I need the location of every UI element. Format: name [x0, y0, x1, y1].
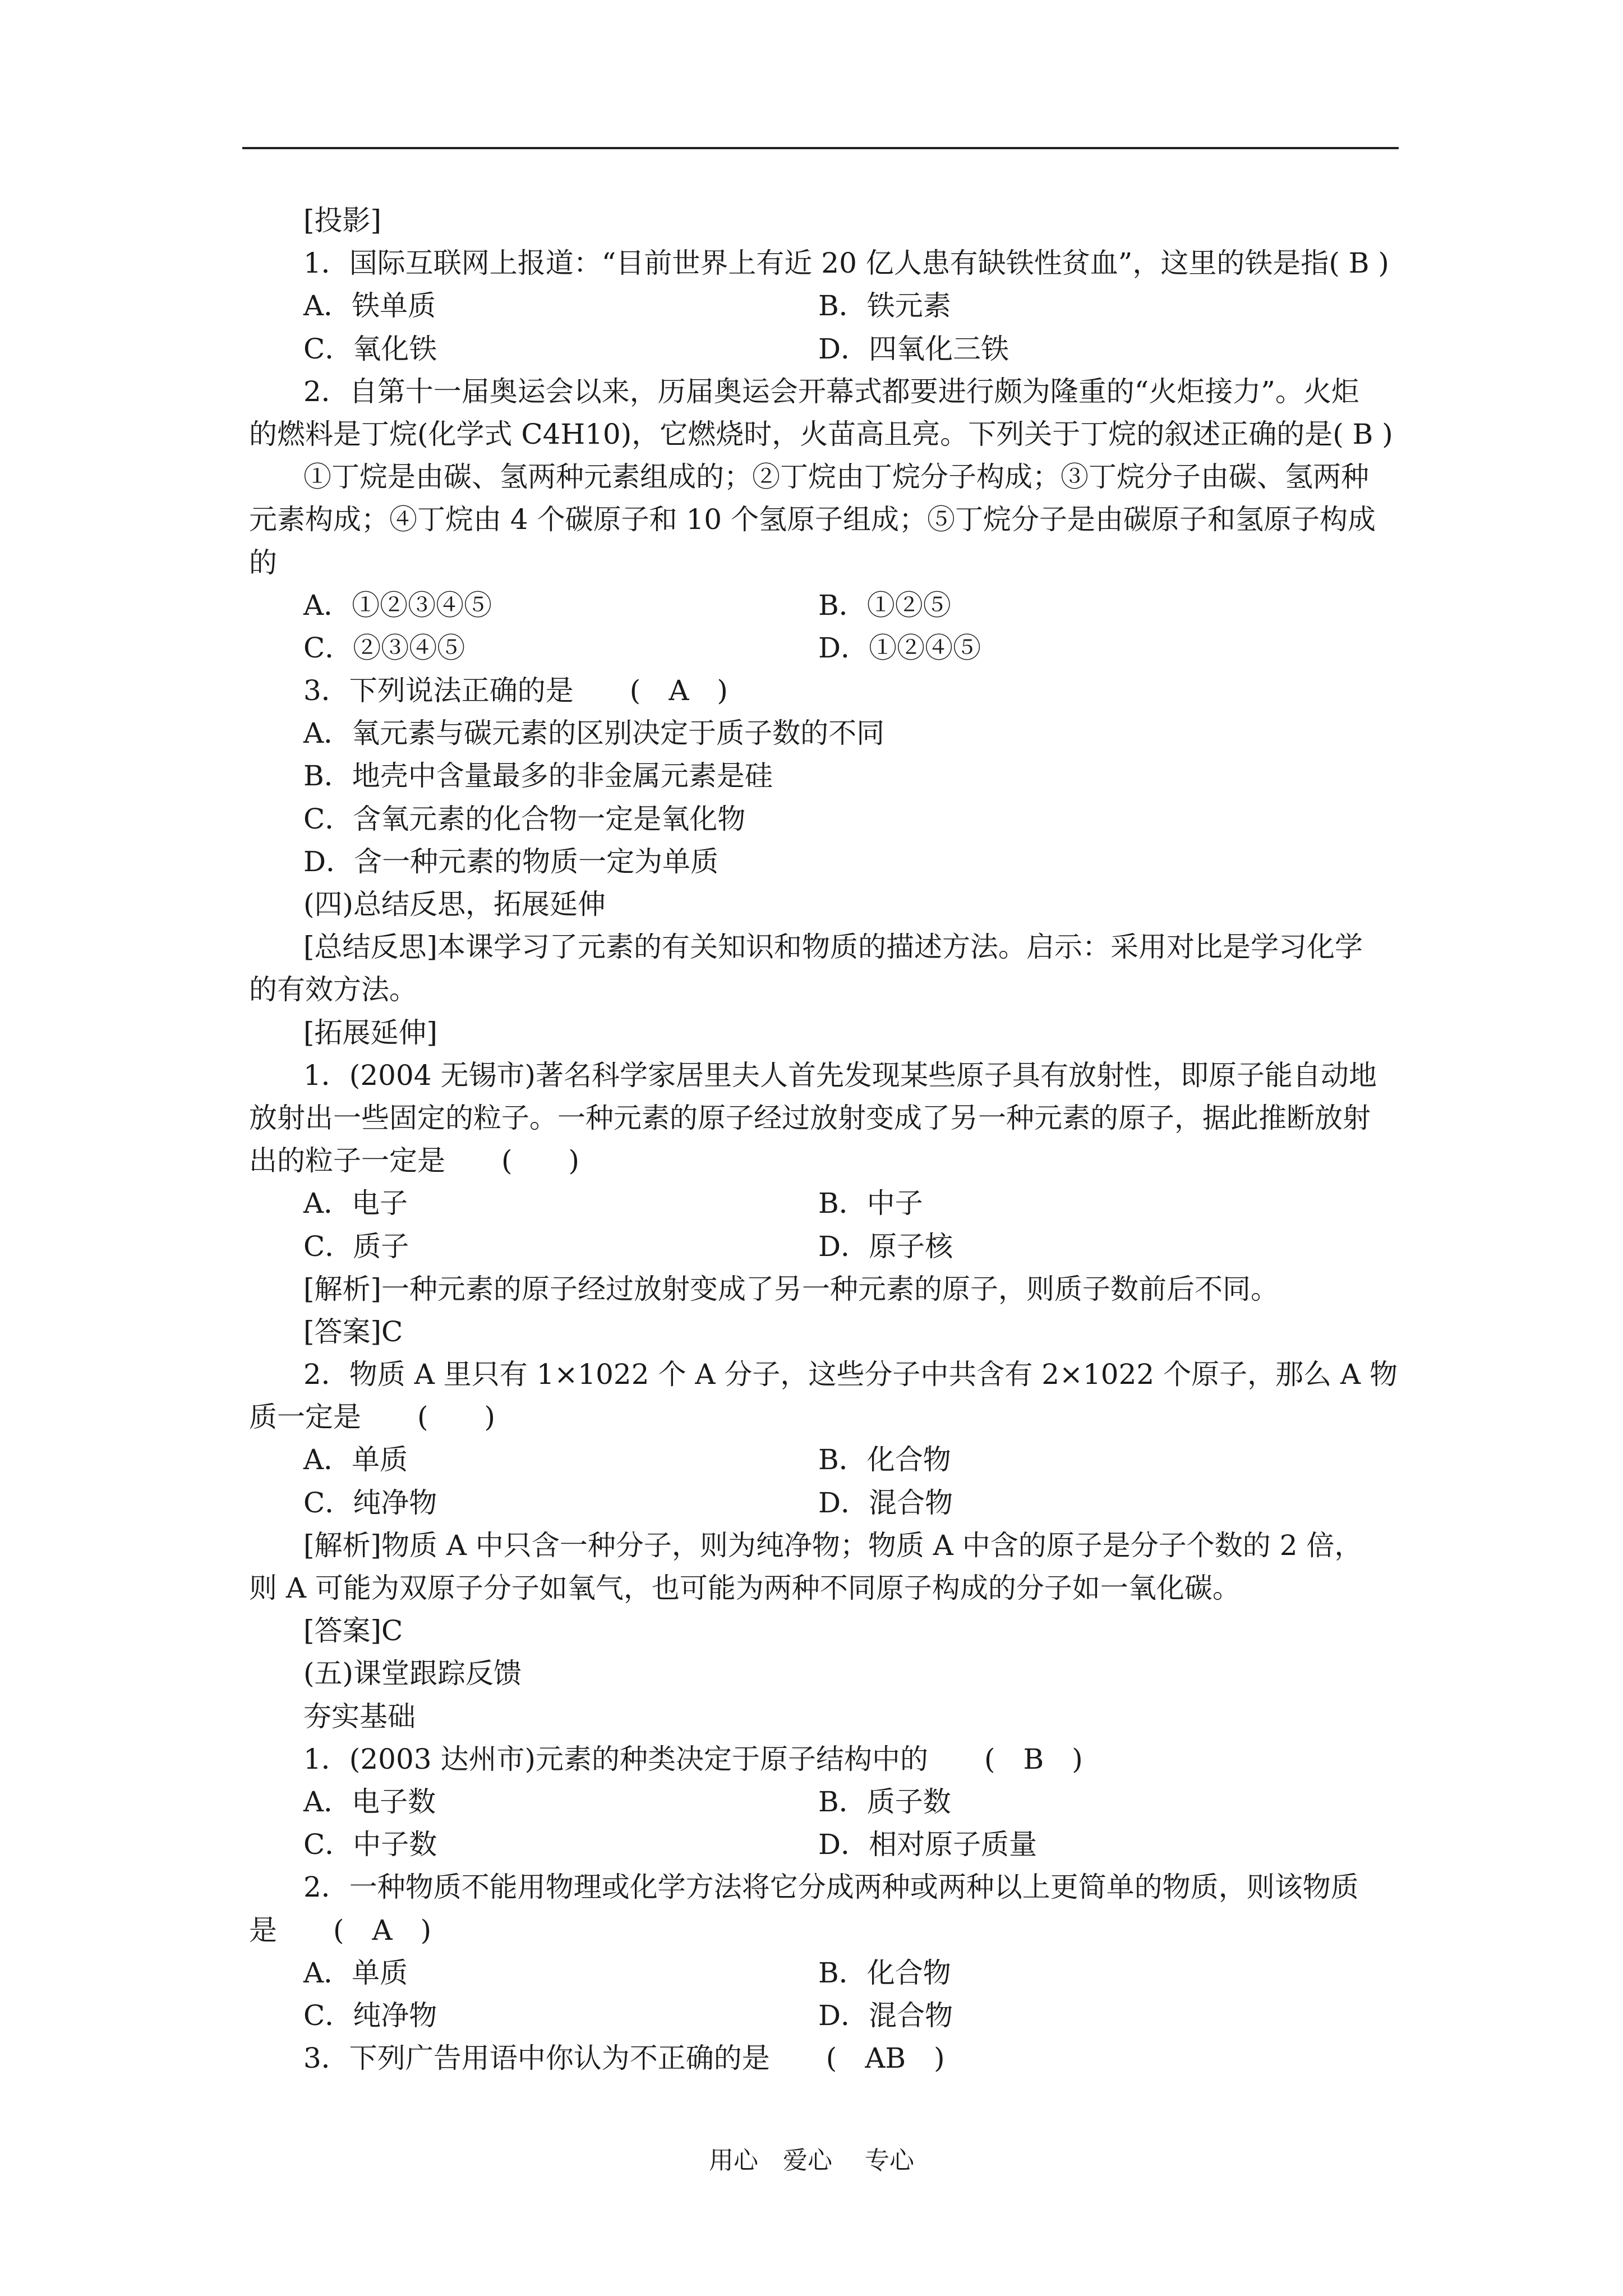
- option-right: D．四氧化三铁: [818, 332, 1009, 365]
- option-left: A．电子数: [303, 1785, 436, 1818]
- option-line: A．氧元素与碳元素的区别决定于质子数的不同: [303, 717, 885, 750]
- option-left: A．铁单质: [303, 289, 436, 323]
- text-line: 的: [249, 546, 277, 579]
- question-line: 1．国际互联网上报道：“目前世界上有近 20 亿人患有缺铁性贫血”，这里的铁是指( B ): [303, 247, 1389, 280]
- option-line: D．含一种元素的物质一定为单质: [303, 845, 719, 878]
- option-row: [249, 584, 1404, 627]
- section-heading: [拓展延伸]: [303, 1016, 438, 1049]
- option-left: C．②③④⑤: [303, 631, 465, 664]
- option-row: [249, 328, 1404, 370]
- text-line: 是 ( A ): [249, 1913, 432, 1947]
- option-row: [249, 1823, 1404, 1866]
- option-right: D．混合物: [818, 1999, 953, 2032]
- option-row: [249, 1182, 1404, 1225]
- option-left: C．纯净物: [303, 1999, 437, 2032]
- option-right: B．中子: [818, 1187, 923, 1220]
- option-right: D．相对原子质量: [818, 1828, 1038, 1861]
- option-row: [249, 1994, 1404, 2037]
- option-right: B．化合物: [818, 1956, 951, 1989]
- text-line: ①丁烷是由碳、氢两种元素组成的；②丁烷由丁烷分子构成；③丁烷分子由碳、氢两种: [303, 461, 1369, 494]
- text-line: [总结反思]本课学习了元素的有关知识和物质的描述方法。启示：采用对比是学习化学: [303, 931, 1363, 964]
- option-row: [249, 1225, 1404, 1268]
- option-right: D．①②④⑤: [818, 631, 981, 664]
- option-right: B．①②⑤: [818, 588, 951, 622]
- option-left: A．单质: [303, 1956, 408, 1989]
- option-left: C．中子数: [303, 1828, 437, 1861]
- question-line: 3．下列说法正确的是 ( A ): [303, 674, 728, 707]
- option-right: D．混合物: [818, 1486, 953, 1519]
- text-line: 则 A 可能为双原子分子如氧气，也可能为两种不同原子构成的分子如一氧化碳。: [249, 1572, 1241, 1604]
- text-line: 的有效方法。: [249, 973, 417, 1006]
- option-left: A．电子: [303, 1187, 408, 1220]
- option-left: A．单质: [303, 1443, 408, 1476]
- option-row: [249, 1952, 1404, 1994]
- analysis-line: [解析]物质 A 中只含一种分子，则为纯净物；物质 A 中含的原子是分子个数的 2 倍，: [303, 1529, 1363, 1562]
- option-right: D．原子核: [818, 1230, 953, 1263]
- option-row: [249, 1780, 1404, 1823]
- option-right: B．化合物: [818, 1443, 951, 1476]
- answer-line: [答案]C: [303, 1315, 403, 1348]
- text-line: 元素构成；④丁烷由 4 个碳原子和 10 个氢原子组成；⑤丁烷分子是由碳原子和氢原子构成: [249, 503, 1376, 536]
- question-line: 1．(2004 无锡市)著名科学家居里夫人首先发现某些原子具有放射性，即原子能自动地: [303, 1059, 1377, 1092]
- question-line: 1．(2003 达州市)元素的种类决定于原子结构中的 ( B ): [303, 1742, 1083, 1775]
- question-line: 2．一种物质不能用物理或化学方法将它分成两种或两种以上更简单的物质，则该物质: [303, 1871, 1359, 1904]
- option-row: [249, 627, 1404, 669]
- option-left: C．纯净物: [303, 1486, 437, 1519]
- option-left: A．①②③④⑤: [303, 588, 492, 622]
- question-line: 2．物质 A 里只有 1×1022 个 A 分子，这些分子中共含有 2×1022 个原子，那么 A 物: [303, 1358, 1398, 1391]
- text-line: 质一定是 ( ): [249, 1401, 496, 1434]
- analysis-line: [解析]一种元素的原子经过放射变成了另一种元素的原子，则质子数前后不同。: [303, 1272, 1279, 1305]
- text-line: 出的粒子一定是 ( ): [249, 1144, 580, 1177]
- question-line: 2．自第十一届奥运会以来，历届奥运会开幕式都要进行颇为隆重的“火炬接力”。火炬: [303, 375, 1359, 408]
- option-left: C．质子: [303, 1230, 409, 1263]
- option-row: [249, 1481, 1404, 1524]
- section-heading: (五)课堂跟踪反馈: [303, 1657, 522, 1690]
- question-line: 3．下列广告用语中你认为不正确的是 ( AB ): [303, 2042, 945, 2075]
- text-line: [投影]: [303, 204, 382, 237]
- option-left: C．氧化铁: [303, 332, 437, 365]
- option-row: [249, 1438, 1404, 1481]
- section-heading: (四)总结反思，拓展延伸: [303, 888, 606, 921]
- option-line: C．含氧元素的化合物一定是氧化物: [303, 802, 746, 835]
- subsection-heading: 夯实基础: [303, 1700, 416, 1733]
- header-rule: [242, 147, 1399, 149]
- text-line: 放射出一些固定的粒子。一种元素的原子经过放射变成了另一种元素的原子，据此推断放射: [249, 1101, 1371, 1134]
- option-right: B．质子数: [818, 1785, 951, 1818]
- page-content: [249, 199, 1404, 2079]
- text-line: 的燃料是丁烷(化学式 C4H10)，它燃烧时，火苗高且亮。下列关于丁烷的叙述正确的是( B ): [249, 417, 1393, 450]
- page-footer: 用心 爱心 专心: [709, 2146, 914, 2175]
- option-row: [249, 284, 1404, 327]
- answer-line: [答案]C: [303, 1614, 403, 1648]
- option-line: B．地壳中含量最多的非金属元素是硅: [303, 760, 773, 793]
- option-right: B．铁元素: [818, 289, 951, 323]
